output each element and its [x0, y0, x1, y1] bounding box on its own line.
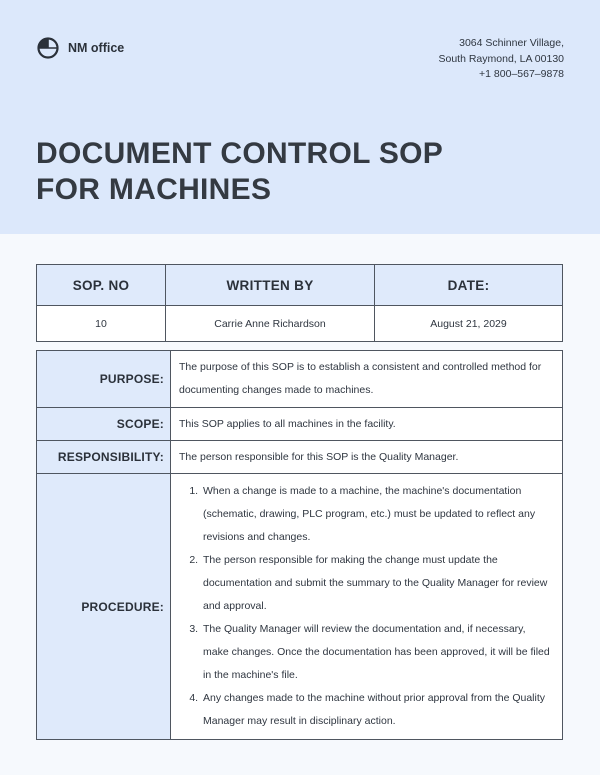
- procedure-label: PROCEDURE:: [37, 474, 171, 740]
- scope-label: SCOPE:: [37, 408, 171, 441]
- company-address: [438, 36, 564, 83]
- written-by-header: WRITTEN BY: [166, 265, 375, 306]
- purpose-row: [37, 351, 563, 408]
- sop-no-value: 10: [37, 306, 166, 342]
- sop-no-header: SOP. NO: [37, 265, 166, 306]
- title-line-2: FOR MACHINES: [36, 173, 272, 206]
- procedure-row: [37, 474, 563, 740]
- responsibility-text: The person responsible for this SOP is the Quality Manager.: [171, 441, 563, 474]
- brand-logo: [36, 36, 124, 60]
- address-line-1: 3064 Schinner Village,: [459, 37, 564, 49]
- procedure-step: 1. When a change is made to a machine, the machine's documentation (schematic, drawing, PLC program, etc.) must be updated to reflect any revisions and changes.: [201, 480, 552, 549]
- responsibility-label: RESPONSIBILITY:: [37, 441, 171, 474]
- procedure-content: [171, 474, 563, 740]
- procedure-step: 2. The person responsible for making the change must update the documentation and submit the summary to the Quality Manager for review and approval.: [201, 549, 552, 618]
- written-by-value: Carrie Anne Richardson: [166, 306, 375, 342]
- scope-row: [37, 408, 563, 441]
- purpose-text: The purpose of this SOP is to establish a consistent and controlled method for documenting changes made to machines.: [171, 351, 563, 408]
- brand-name: NM office: [68, 41, 125, 55]
- scope-text: This SOP applies to all machines in the facility.: [171, 408, 563, 441]
- procedure-steps: [179, 480, 552, 733]
- address-line-2: South Raymond, LA 00130: [438, 52, 564, 65]
- mouse-icon: [36, 36, 60, 60]
- phone-number: +1 800–567–9878: [479, 68, 564, 80]
- date-header: DATE:: [375, 265, 563, 306]
- info-value-row: [37, 306, 563, 342]
- purpose-label: PURPOSE:: [37, 351, 171, 408]
- page-title: [36, 136, 443, 208]
- responsibility-row: [37, 441, 563, 474]
- title-line-1: DOCUMENT CONTROL SOP: [36, 137, 444, 170]
- info-header-row: [37, 265, 563, 306]
- sop-info-table: [36, 264, 563, 342]
- date-value: August 21, 2029: [375, 306, 563, 342]
- procedure-step: 4. Any changes made to the machine without prior approval from the Quality Manager may result in disciplinary action.: [201, 687, 552, 733]
- sop-details-table: [36, 350, 563, 740]
- procedure-step: 3. The Quality Manager will review the documentation and, if necessary, make changes. Once the documentation has been approved, it will be filed in the machine's file.: [201, 618, 552, 687]
